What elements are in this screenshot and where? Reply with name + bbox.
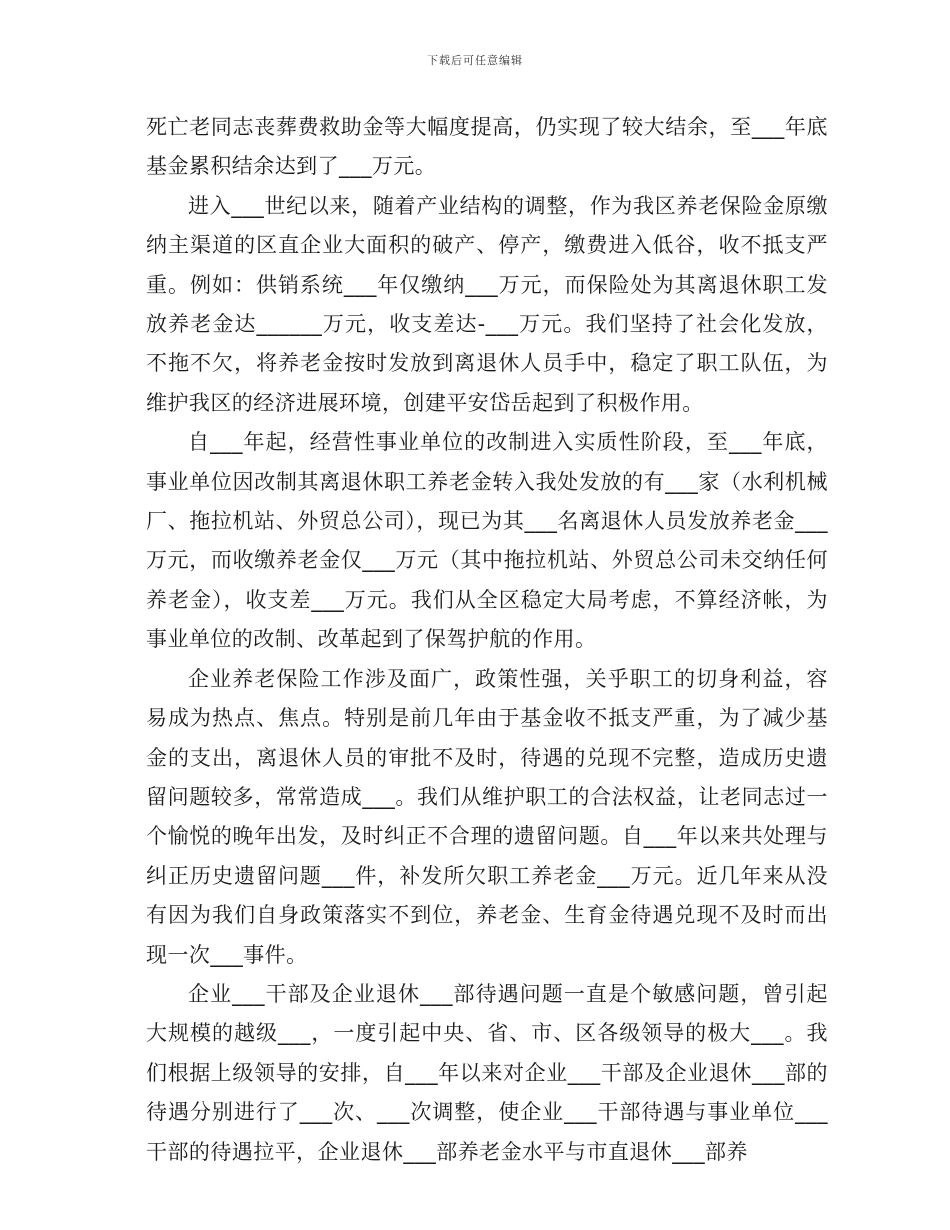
paragraph-2: 进入___世纪以来，随着产业结构的调整，作为我区养老保险金原缴纳主渠道的区直企业大面积的破产、停产，缴费进入低谷，收不抵支严重。例如：供销系统___年仅缴纳___万元，而保险处为其离退休职工发放养老金达______万元，收支差达-___万元。我们坚持了社会化发放，不拖不欠，将养老金按时发放到离退休人员手中，稳定了职工队伍，为维护我区的经济进展环境，创建平安岱岳起到了积极作用。 [146, 193, 828, 415]
paragraph-1: 死亡老同志丧葬费救助金等大幅度提高，仍实现了较大结余，至___年底基金累积结余达到了___万元。 [146, 115, 828, 179]
paragraph-4: 企业养老保险工作涉及面广，政策性强，关乎职工的切身利益，容易成为热点、焦点。特别是前几年由于基金收不抵支严重，为了减少基金的支出，离退休人员的审批不及时，待遇的兑现不完整，造成历史遗留问题较多，常常造成___。我们从维护职工的合法权益，让老同志过一个愉悦的晚年出发，及时纠正不合理的遗留问题。自___年以来共处理与纠正历史遗留问题___件，补发所欠职工养老金___万元。近几年来从没有因为我们自身政策落实不到位，养老金、生育金待遇兑现不及时而出现一次___事件。 [146, 666, 828, 967]
paragraph-5: 企业___干部及企业退休___部待遇问题一直是个敏感问题，曾引起大规模的越级___，一度引起中央、省、市、区各级领导的极大___。我们根据上级领导的安排，自___年以来对企业___干部及企业退休___部的待遇分别进行了___次、___次调整，使企业___干部待遇与事业单位___干部的待遇拉平，企业退休___部养老金水平与市直退休___部养 [146, 981, 828, 1164]
document-body [146, 108, 828, 1172]
paragraph-3: 自___年起，经营性事业单位的改制进入实质性阶段，至___年底，事业单位因改制其离退休职工养老金转入我处发放的有___家（水利机械厂、拖拉机站、外贸总公司），现已为其___名离退休人员发放养老金___万元，而收缴养老金仅___万元（其中拖拉机站、外贸总公司未交纳任何养老金），收支差___万元。我们从全区稳定大局考虑，不算经济帐，为事业单位的改制、改革起到了保驾护航的作用。 [146, 430, 828, 652]
page-header: 下载后可任意编辑 [427, 54, 523, 67]
